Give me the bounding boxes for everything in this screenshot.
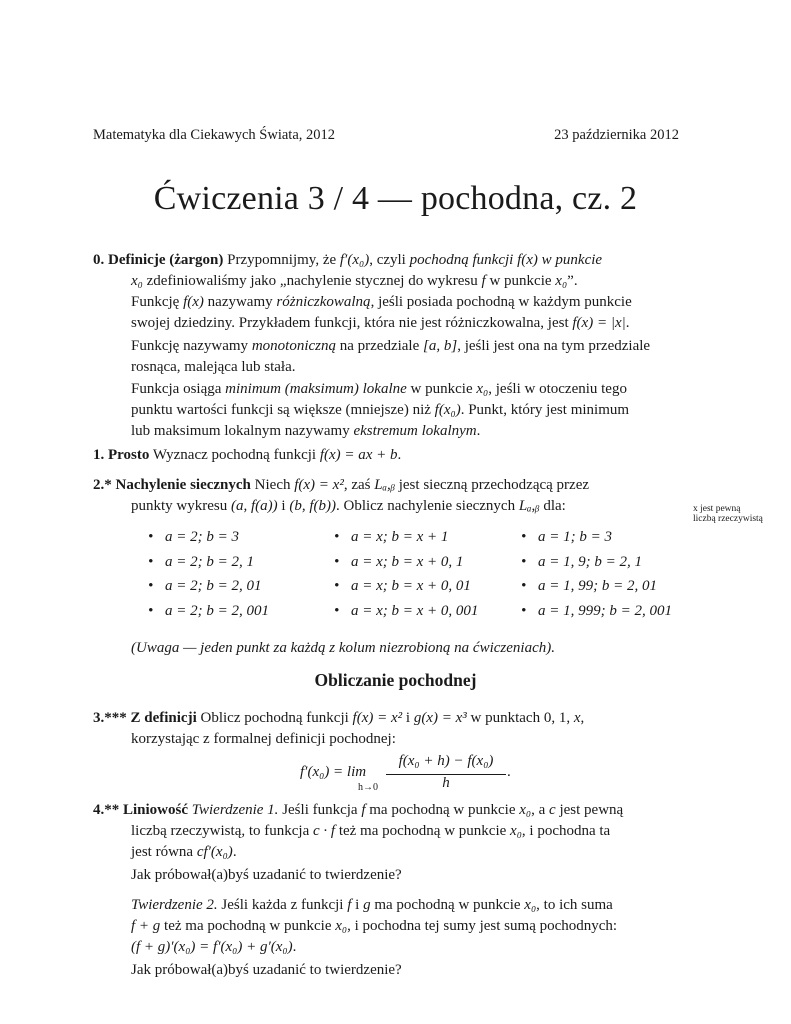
list-item: • a = x; b = x + 0, 01: [351, 574, 478, 599]
theorem-2-label: Twierdzenie 2.: [131, 897, 218, 913]
emphasis: minimum (maksimum) lokalne: [225, 381, 407, 397]
math: f(x) = x²: [352, 710, 403, 726]
math: f + g: [131, 918, 161, 934]
math: f: [481, 273, 486, 289]
text: w punkcie: [406, 381, 477, 397]
formula-dot: .: [507, 764, 511, 780]
math: (f + g)′(x₀) = f′(x₀) + g′(x₀): [131, 939, 293, 955]
text: , jeśli w otoczeniu tego: [488, 381, 627, 397]
text: Wyznacz pochodną funkcji: [149, 447, 320, 463]
text: lub maksimum lokalnym nazywamy: [131, 423, 354, 439]
item-4-line-3: [131, 842, 680, 863]
math: f(x₀): [434, 402, 461, 418]
margin-note: x jest pewną liczbą rzeczywistą: [693, 504, 763, 524]
math: x₀: [131, 273, 143, 289]
emphasis: pochodną funkcji f(x) w punkcie: [409, 252, 603, 268]
item-3-line-1: [93, 708, 680, 729]
text: jest pewną: [555, 802, 624, 818]
math: c: [549, 802, 556, 818]
denominator: h: [442, 775, 450, 791]
list-item: • a = x; b = x + 0, 1: [351, 550, 478, 575]
item-1: [93, 445, 680, 466]
emphasis: ekstremum lokalnym: [353, 423, 477, 439]
math: g: [363, 897, 371, 913]
text: nazywamy: [203, 294, 277, 310]
text: , jeśli posiada pochodną w każdym punkcie: [370, 294, 632, 310]
text: w punkcie: [485, 273, 556, 289]
item-0-para-3: [131, 336, 680, 378]
list-item: • a = 2; b = 2, 1: [165, 550, 269, 575]
item-2-line-1: [93, 475, 680, 496]
text: i: [351, 897, 364, 913]
page-title: Ćwiczenia 3 / 4 — pochodna, cz. 2: [153, 180, 638, 217]
text: też ma pochodną w punkcie: [160, 918, 336, 934]
math: (b, f(b)): [289, 498, 336, 514]
text: ”.: [567, 273, 578, 289]
text: .: [625, 315, 630, 331]
math: c · f: [313, 823, 336, 839]
item-2-note: [131, 638, 680, 659]
text: , i pochodna ta: [521, 823, 611, 839]
header-left: Matematyka dla Ciekawych Świata, 2012: [93, 127, 336, 143]
text: punkty wykresu: [131, 498, 231, 514]
text: w punktach 0, 1,: [466, 710, 574, 726]
math: f′(x₀): [339, 252, 370, 268]
emphasis: różniczkowalną: [276, 294, 371, 310]
math: x₀: [476, 381, 489, 397]
limit-formula: [300, 752, 520, 794]
item-3-label: 3.*** Z definicji: [93, 710, 197, 726]
math: f: [347, 897, 352, 913]
list-item: • a = 2; b = 2, 001: [165, 599, 269, 624]
text: .: [476, 423, 481, 439]
column-2: [351, 525, 478, 623]
math: f(x) = x²: [294, 477, 344, 493]
text: Przypomnijmy, że: [227, 252, 340, 268]
item-0-para-4: [131, 379, 680, 442]
math: f: [361, 802, 366, 818]
text: , a: [531, 802, 550, 818]
text: Jeśli funkcja: [278, 802, 362, 818]
text: Funkcja osiąga: [131, 381, 226, 397]
item-3-line-2: korzystając z formalnej definicji pochodnej:: [131, 731, 396, 747]
list-item: • a = 1, 99; b = 2, 01: [538, 574, 672, 599]
item-0-label: 0. Definicje (żargon): [93, 252, 224, 268]
math: x₀: [555, 273, 568, 289]
emphasis: monotoniczną: [251, 338, 336, 354]
header-date: 23 października 2012: [554, 127, 679, 143]
item-4-line-2: [131, 821, 680, 842]
item-4-label: 4.** Liniowość: [93, 802, 189, 818]
item-0-line-1: [93, 250, 680, 271]
math: x₀: [335, 918, 348, 934]
item-4-theorem-2: [131, 895, 680, 958]
item-4-question-1: Jak próbował(a)byś uzadanić to twierdzenie?: [131, 867, 402, 883]
list-item: • a = 2; b = 3: [165, 525, 269, 550]
text: , to ich suma: [536, 897, 613, 913]
section-title: Obliczanie pochodnej: [314, 670, 477, 690]
text: , jeśli jest ona na tym przedziale: [457, 338, 651, 354]
math: [a, b]: [423, 338, 458, 354]
text: Jeśli każda z funkcji: [217, 897, 348, 913]
text: liczbą rzeczywistą, to funkcja: [131, 823, 313, 839]
formula-lhs: f′(x₀) = lim: [300, 764, 367, 780]
numerator: f(x₀ + h) − f(x₀): [398, 753, 494, 769]
item-0-para-2: [131, 292, 680, 334]
text: Funkcję nazywamy: [131, 338, 252, 354]
text: Niech: [250, 477, 295, 493]
text: na przedziale: [335, 338, 424, 354]
text: .: [232, 844, 237, 860]
column-1: [165, 525, 269, 623]
text: .: [292, 939, 297, 955]
list-item: • a = x; b = x + 1: [351, 525, 478, 550]
text: zdefiniowaliśmy jako „nachylenie stycznej do wykresu: [142, 273, 482, 289]
text: Oblicz pochodną funkcji: [196, 710, 353, 726]
text: Funkcję: [131, 294, 184, 310]
math: Lₐ,ᵦ: [374, 477, 395, 493]
math: cf′(x₀): [196, 844, 233, 860]
text: punktu wartości funkcji są większe (mniejsze) niż: [131, 402, 435, 418]
math: f(x) = |x|: [572, 315, 626, 331]
item-0-line-2: [131, 271, 680, 292]
item-2-label: 2.* Nachylenie siecznych: [93, 477, 251, 493]
math: x₀: [510, 823, 522, 839]
math: g(x) = x³: [413, 710, 467, 726]
math: Lₐ,ᵦ: [518, 498, 540, 514]
item-4-line-1: [93, 800, 680, 821]
column-3: [538, 525, 672, 623]
text: też ma pochodną w punkcie: [335, 823, 511, 839]
item-1-label: 1. Prosto: [93, 447, 150, 463]
text: , i pochodna tej sumy jest sumą pochodnych:: [347, 918, 618, 934]
item-4-question-2: Jak próbował(a)byś uzadanić to twierdzenie?: [131, 962, 402, 978]
limit-subscript: h→0: [358, 782, 378, 793]
text: ma pochodną w punkcie: [365, 802, 520, 818]
list-item: • a = x; b = x + 0, 001: [351, 599, 478, 624]
text: .: [397, 447, 402, 463]
text: i: [402, 710, 414, 726]
math: x₀: [519, 802, 532, 818]
theorem-1-label: Twierdzenie 1.: [191, 802, 279, 818]
list-item: • a = 1, 999; b = 2, 001: [538, 599, 672, 624]
item-2-line-2: [131, 496, 680, 517]
math: f(x) = ax + b: [319, 447, 398, 463]
text: ,: [580, 710, 585, 726]
note-text: (Uwaga — jeden punkt za każdą z kolum niezrobioną na ćwiczeniach).: [131, 640, 555, 656]
text: , czyli: [369, 252, 410, 268]
math: (a, f(a)): [231, 498, 278, 514]
text: ma pochodną w punkcie: [370, 897, 525, 913]
list-item: • a = 1, 9; b = 2, 1: [538, 550, 672, 575]
text: rosnąca, malejąca lub stała.: [131, 359, 296, 375]
text: , zaś: [343, 477, 375, 493]
math: x₀: [524, 897, 537, 913]
text: jest sieczną przechodzącą przez: [394, 477, 590, 493]
text: swojej dziedziny. Przykładem funkcji, która nie jest różniczkowalna, jest: [131, 315, 573, 331]
math: f(x): [183, 294, 204, 310]
text: . Punkt, który jest minimum: [460, 402, 630, 418]
math: x: [573, 710, 581, 726]
text: dla:: [539, 498, 566, 514]
text: i: [277, 498, 290, 514]
list-item: • a = 1; b = 3: [538, 525, 672, 550]
list-item: • a = 2; b = 2, 01: [165, 574, 269, 599]
text: jest równa: [131, 844, 197, 860]
text: . Oblicz nachylenie siecznych: [335, 498, 519, 514]
